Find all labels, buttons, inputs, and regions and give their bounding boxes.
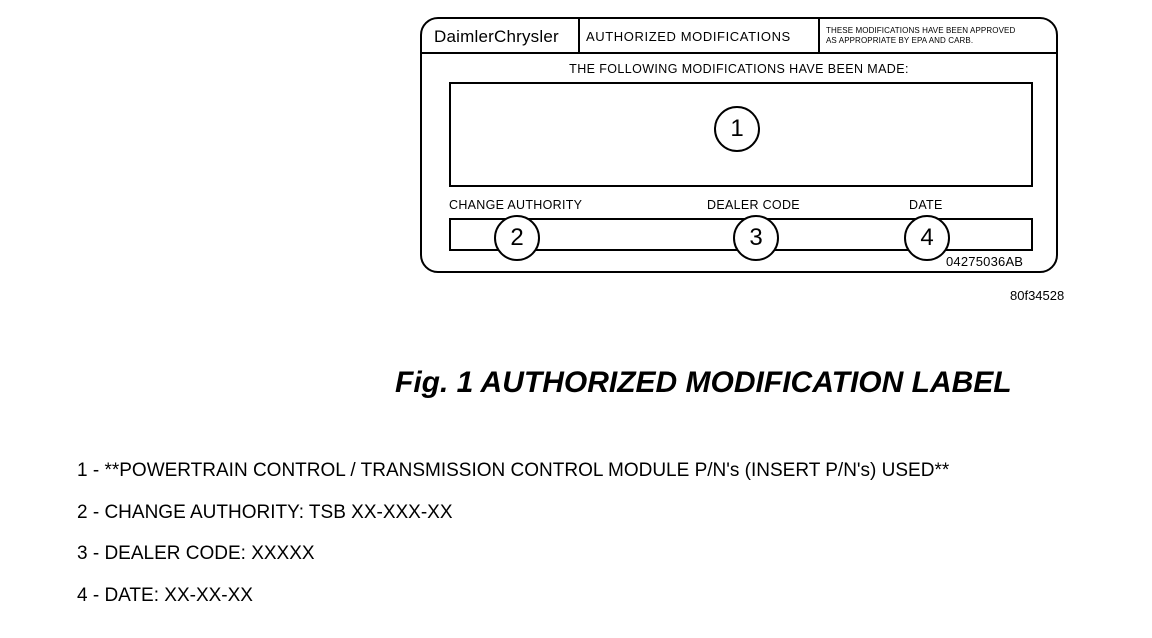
- approval-line: THESE MODIFICATIONS HAVE BEEN APPROVED: [826, 26, 1016, 35]
- header-divider: [818, 19, 820, 52]
- part-number: 04275036AB: [946, 254, 1024, 269]
- callout-3: 3: [733, 215, 779, 261]
- modification-label-diagram: [420, 17, 1058, 273]
- callout-1: 1: [714, 106, 760, 152]
- following-modifications-text: THE FOLLOWING MODIFICATIONS HAVE BEEN MADE:: [569, 62, 909, 76]
- change-authority-label: CHANGE AUTHORITY: [449, 198, 583, 212]
- figure-caption: Fig. 1 AUTHORIZED MODIFICATION LABEL: [395, 366, 1012, 399]
- drawing-reference: 80f34528: [1010, 288, 1065, 303]
- approval-statement: [826, 26, 1050, 46]
- callout-2: 2: [494, 215, 540, 261]
- dealer-code-label: DEALER CODE: [707, 198, 800, 212]
- label-title: AUTHORIZED MODIFICATIONS: [586, 29, 791, 44]
- approval-line: AS APPROPRIATE BY EPA AND CARB.: [826, 36, 974, 45]
- header-divider: [578, 19, 580, 52]
- label-header: [422, 19, 1056, 54]
- date-label: DATE: [909, 198, 943, 212]
- legend-item: 1 - **POWERTRAIN CONTROL / TRANSMISSION CONTROL MODULE P/N's (INSERT P/N's) USED**: [77, 460, 950, 481]
- legend-item: 2 - CHANGE AUTHORITY: TSB XX-XXX-XX: [77, 501, 453, 523]
- brand-name: DaimlerChrysler: [434, 27, 559, 46]
- callout-4: 4: [904, 215, 950, 261]
- legend-list: [77, 460, 949, 626]
- legend-item: 3 - DEALER CODE: XXXXX: [77, 543, 315, 564]
- legend-item: 4 - DATE: XX-XX-XX: [77, 584, 253, 606]
